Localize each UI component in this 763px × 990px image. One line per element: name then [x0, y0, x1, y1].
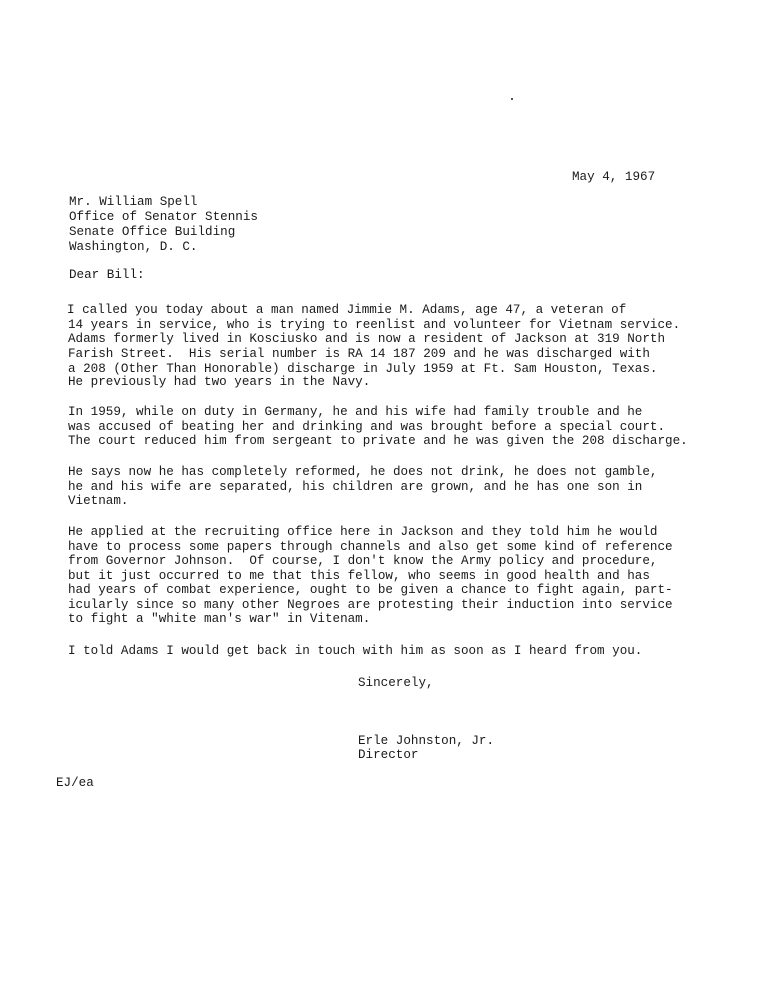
- body-line: was accused of beating her and drinking and was brought before a special court.: [68, 420, 666, 434]
- body-line: He applied at the recruiting office here in Jackson and they told him he would: [68, 525, 658, 539]
- closing: Sincerely,: [358, 676, 434, 690]
- body-line: had years of combat experience, ought to be given a chance to fight again, part-: [68, 583, 673, 597]
- body-line: have to process some papers through channels and also get some kind of reference: [68, 540, 673, 554]
- body-line: He previously had two years in the Navy.: [68, 375, 371, 389]
- recipient-line: Senate Office Building: [69, 225, 236, 239]
- body-line: The court reduced him from sergeant to private and he was given the 208 discharge.: [68, 434, 688, 448]
- letter-date: May 4, 1967: [572, 170, 656, 184]
- body-line: He says now he has completely reformed, he does not drink, he does not gamble,: [68, 465, 658, 479]
- body-line: he and his wife are separated, his children are grown, and he has one son in: [68, 480, 643, 494]
- body-line: Vietnam.: [68, 494, 129, 508]
- signer-name: Erle Johnston, Jr.: [358, 734, 495, 748]
- body-line: 14 years in service, who is trying to reenlist and volunteer for Vietnam service.: [68, 318, 681, 332]
- body-line: In 1959, while on duty in Germany, he and his wife had family trouble and he: [68, 405, 643, 419]
- body-line: Farish Street. His serial number is RA 14 187 209 and he was discharged with: [68, 347, 650, 361]
- body-line: a 208 (Other Than Honorable) discharge in July 1959 at Ft. Sam Houston, Texas.: [68, 362, 658, 376]
- body-line: to fight a "white man's war" in Vitenam.: [68, 612, 371, 626]
- reference-initials: EJ/ea: [56, 776, 94, 790]
- signer-title: Director: [358, 748, 419, 762]
- recipient-line: Mr. William Spell: [69, 195, 198, 209]
- scan-speck: [511, 98, 513, 100]
- body-line: icularly since so many other Negroes are protesting their induction into service: [68, 598, 673, 612]
- recipient-line: Washington, D. C.: [69, 240, 198, 254]
- body-line: I called you today about a man named Jimmie M. Adams, age 47, a veteran of: [67, 303, 627, 317]
- body-line: Adams formerly lived in Kosciusko and is now a resident of Jackson at 319 North: [68, 332, 666, 346]
- recipient-line: Office of Senator Stennis: [69, 210, 258, 224]
- body-line: from Governor Johnson. Of course, I don't know the Army policy and procedure,: [68, 554, 658, 568]
- body-line: I told Adams I would get back in touch with him as soon as I heard from you.: [68, 644, 643, 658]
- salutation: Dear Bill:: [69, 268, 145, 282]
- body-line: but it just occurred to me that this fellow, who seems in good health and has: [68, 569, 650, 583]
